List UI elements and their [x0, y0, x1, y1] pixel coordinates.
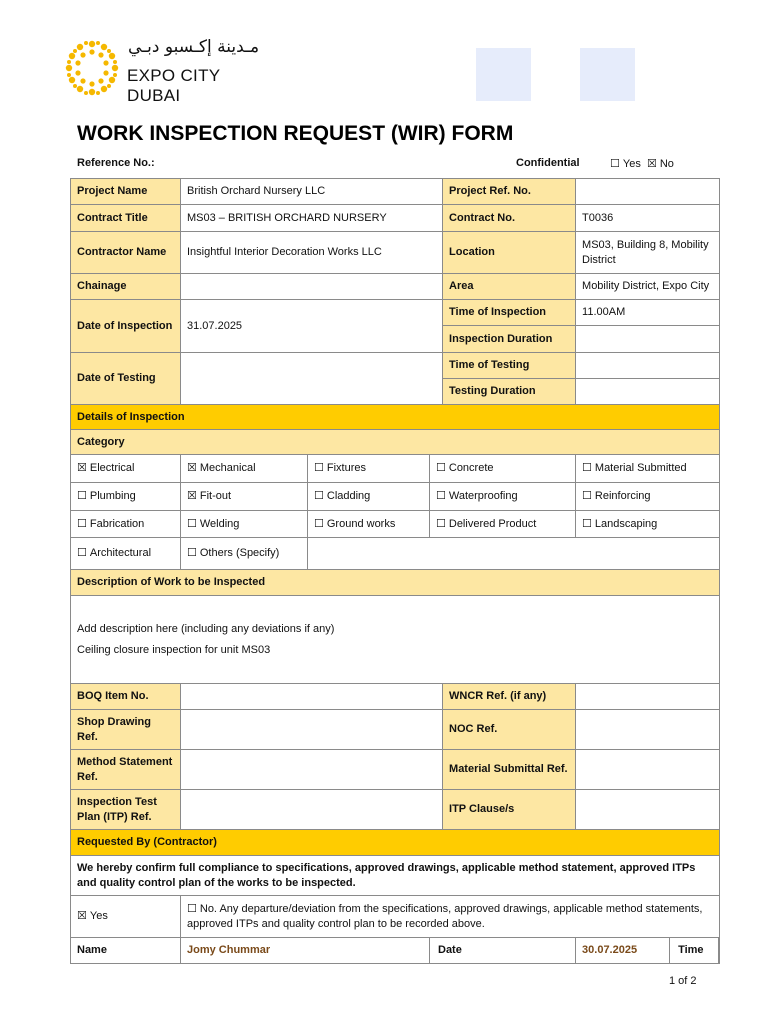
category-label: Electrical — [89, 462, 135, 475]
category-label: Material Submitted — [594, 462, 687, 475]
category-header: Category — [71, 430, 720, 455]
category-label: Delivered Product — [448, 517, 537, 530]
area-label: Area — [443, 274, 576, 300]
category-label: Plumbing — [89, 490, 136, 503]
contract-title-label: Contract Title — [71, 205, 181, 232]
category-label: Landscaping — [594, 517, 658, 530]
checkbox-icon[interactable]: ☐ — [77, 489, 87, 503]
wir-form-table — [70, 178, 720, 964]
date-of-inspection-value[interactable]: 31.07.2025 — [181, 300, 443, 353]
confidential-no-checkbox[interactable]: ☒ — [646, 157, 657, 170]
material-submittal-value[interactable] — [576, 750, 720, 790]
category-fit-out[interactable] — [181, 483, 308, 511]
checkbox-icon[interactable]: ☐ — [187, 546, 197, 560]
category-reinforcing[interactable] — [576, 483, 720, 511]
checkbox-icon[interactable]: ☐ — [314, 516, 324, 530]
date-label: Date — [430, 938, 576, 964]
noc-ref-value[interactable] — [576, 710, 720, 750]
contract-no-label: Contract No. — [443, 205, 576, 232]
category-architectural[interactable] — [71, 538, 181, 570]
category-mechanical[interactable] — [181, 455, 308, 483]
checkbox-icon[interactable]: ☒ — [77, 909, 87, 923]
reference-label: Reference No.: — [77, 157, 155, 169]
checkbox-icon[interactable]: ☐ — [187, 901, 197, 915]
compliance-no-label: No. Any departure/deviation from the specifications, approved drawings, applicable method statements, approved ITPs and quality control plan to be recorded above. — [187, 902, 703, 930]
page-number: 1 of 2 — [669, 975, 697, 987]
boq-item-value[interactable] — [181, 684, 443, 710]
form-title: WORK INSPECTION REQUEST (WIR) FORM — [77, 122, 514, 145]
time-of-testing-label: Time of Testing — [443, 353, 576, 379]
wncr-ref-label: WNCR Ref. (if any) — [443, 684, 576, 710]
category-label: Welding — [199, 517, 240, 530]
checkbox-icon[interactable]: ☐ — [314, 489, 324, 503]
date-of-inspection-label: Date of Inspection — [71, 300, 181, 353]
compliance-yes-label: Yes — [89, 910, 108, 923]
itp-clause-value[interactable] — [576, 790, 720, 830]
checkbox-icon[interactable]: ☐ — [436, 489, 446, 503]
category-delivered-product[interactable] — [430, 511, 576, 538]
confidential-options — [610, 157, 674, 170]
category-others[interactable] — [181, 538, 308, 570]
confidential-yes-label: Yes — [622, 158, 641, 170]
wncr-ref-value[interactable] — [576, 684, 720, 710]
shop-drawing-label: Shop Drawing Ref. — [71, 710, 181, 750]
category-electrical[interactable] — [71, 455, 181, 483]
checkbox-icon[interactable]: ☐ — [582, 461, 592, 475]
category-label: Fit-out — [199, 490, 232, 503]
testing-duration-value[interactable] — [576, 379, 720, 405]
category-fixtures[interactable] — [308, 455, 430, 483]
project-ref-label: Project Ref. No. — [443, 179, 576, 205]
logo-arabic-text: مـدينة إكـسبو دبـي — [128, 37, 260, 57]
time-of-testing-value[interactable] — [576, 353, 720, 379]
image-placeholder — [580, 48, 635, 101]
description-box[interactable] — [71, 596, 720, 684]
date-of-testing-value[interactable] — [181, 353, 443, 405]
chainage-value[interactable] — [181, 274, 443, 300]
category-label: Architectural — [89, 547, 152, 560]
category-waterproofing[interactable] — [430, 483, 576, 511]
category-label: Reinforcing — [594, 490, 651, 503]
date-value[interactable]: 30.07.2025 — [576, 938, 670, 963]
boq-item-label: BOQ Item No. — [71, 684, 181, 710]
others-specify-value[interactable] — [308, 538, 720, 570]
contractor-name-label: Contractor Name — [71, 232, 181, 274]
checkbox-icon[interactable]: ☐ — [314, 461, 324, 475]
itp-clause-label: ITP Clause/s — [443, 790, 576, 830]
noc-ref-label: NOC Ref. — [443, 710, 576, 750]
compliance-statement: We hereby confirm full compliance to specifications, approved drawings, applicable method statement, approved ITPs and quality control plan of the works to be inspected. — [71, 856, 720, 896]
time-of-inspection-value[interactable]: 11.00AM — [576, 300, 720, 326]
category-label: Fixtures — [326, 462, 366, 475]
checkbox-icon[interactable]: ☐ — [436, 516, 446, 530]
date-of-testing-label: Date of Testing — [71, 353, 181, 405]
checkbox-icon[interactable]: ☒ — [187, 489, 197, 503]
category-label: Fabrication — [89, 517, 145, 530]
category-plumbing[interactable] — [71, 483, 181, 511]
date-time-cell — [576, 938, 720, 964]
shop-drawing-value[interactable] — [181, 710, 443, 750]
category-fabrication[interactable] — [71, 511, 181, 538]
area-value[interactable]: Mobility District, Expo City — [576, 274, 720, 300]
description-text: Ceiling closure inspection for unit MS03 — [77, 643, 271, 656]
category-label: Ground works — [326, 517, 396, 530]
logo-english-text: EXPO CITY DUBAI — [127, 66, 221, 105]
project-name-value[interactable]: British Orchard Nursery LLC — [181, 179, 443, 205]
chainage-label: Chainage — [71, 274, 181, 300]
inspection-duration-value[interactable] — [576, 326, 720, 353]
checkbox-icon[interactable]: ☒ — [187, 461, 197, 475]
contract-no-value[interactable]: T0036 — [576, 205, 720, 232]
location-label: Location — [443, 232, 576, 274]
details-of-inspection-header: Details of Inspection — [71, 405, 720, 430]
contract-title-value[interactable]: MS03 – BRITISH ORCHARD NURSERY — [181, 205, 443, 232]
sun-emblem-icon — [60, 38, 124, 98]
time-label: Time — [670, 938, 719, 963]
category-label: Cladding — [326, 490, 371, 503]
image-placeholder — [476, 48, 531, 101]
requested-by-header: Requested By (Contractor) — [71, 830, 720, 856]
itp-ref-label: Inspection Test Plan (ITP) Ref. — [71, 790, 181, 830]
category-material-submitted[interactable] — [576, 455, 720, 483]
confidential-yes-checkbox[interactable]: ☐ — [610, 157, 620, 170]
category-label: Mechanical — [199, 462, 256, 475]
name-value[interactable]: Jomy Chummar — [181, 938, 430, 964]
compliance-no-option[interactable] — [181, 896, 720, 938]
category-label: Concrete — [448, 462, 494, 475]
checkbox-icon[interactable]: ☐ — [582, 516, 592, 530]
checkbox-icon[interactable]: ☐ — [77, 516, 87, 530]
checkbox-icon[interactable]: ☒ — [77, 461, 87, 475]
compliance-yes-option[interactable] — [71, 896, 181, 938]
category-concrete[interactable] — [430, 455, 576, 483]
expo-city-dubai-logo — [60, 37, 275, 105]
checkbox-icon[interactable]: ☐ — [436, 461, 446, 475]
description-instruction: Add description here (including any deviations if any) — [77, 622, 335, 635]
category-welding[interactable] — [181, 511, 308, 538]
category-label: Waterproofing — [448, 490, 518, 503]
time-of-inspection-label: Time of Inspection — [443, 300, 576, 326]
name-label: Name — [71, 938, 181, 964]
project-ref-value[interactable] — [576, 179, 720, 205]
description-header: Description of Work to be Inspected — [71, 570, 720, 596]
material-submittal-label: Material Submittal Ref. — [443, 750, 576, 790]
checkbox-icon[interactable]: ☐ — [582, 489, 592, 503]
checkbox-icon[interactable]: ☐ — [77, 546, 87, 560]
inspection-duration-label: Inspection Duration — [443, 326, 576, 353]
method-statement-value[interactable] — [181, 750, 443, 790]
checkbox-icon[interactable]: ☐ — [187, 516, 197, 530]
category-landscaping[interactable] — [576, 511, 720, 538]
confidential-label: Confidential — [516, 157, 580, 169]
category-cladding[interactable] — [308, 483, 430, 511]
project-name-label: Project Name — [71, 179, 181, 205]
category-ground-works[interactable] — [308, 511, 430, 538]
location-value[interactable]: MS03, Building 8, Mobility District — [576, 232, 720, 274]
itp-ref-value[interactable] — [181, 790, 443, 830]
confidential-no-label: No — [659, 158, 674, 170]
contractor-name-value[interactable]: Insightful Interior Decoration Works LLC — [181, 232, 443, 274]
testing-duration-label: Testing Duration — [443, 379, 576, 405]
category-label: Others (Specify) — [199, 547, 280, 560]
method-statement-label: Method Statement Ref. — [71, 750, 181, 790]
